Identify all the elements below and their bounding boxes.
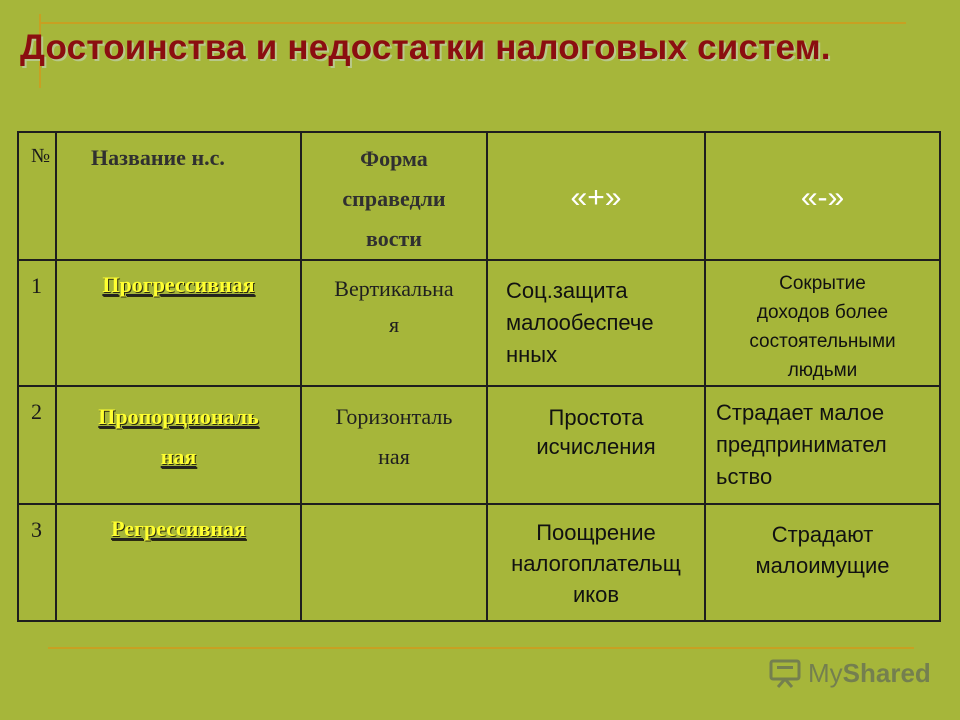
row-number: 2 [18,386,56,504]
disadvantage-line: Страдают [771,522,874,547]
disadvantage-cell [705,386,940,504]
tax-system-name-line: Пропорциональ [98,404,259,429]
header-form-line: справедли [342,186,446,211]
presentation-icon [768,656,802,690]
row-number: 3 [18,504,56,621]
header-number: № [18,132,56,260]
fairness-form-line: Горизонталь [335,404,453,429]
header-minus: «-» [705,132,940,260]
advantage-cell [487,386,705,504]
tax-system-name-line: Прогрессивная [102,272,255,297]
header-form [301,132,487,260]
bottom-decor-line [48,647,914,649]
disadvantage-line: состоятельными [749,331,896,352]
watermark-brand-bold: Shared [842,657,931,688]
tax-system-name-line: ная [160,444,197,469]
advantage-line: исчисления [536,434,656,459]
header-name: Название н.с. [56,132,301,260]
myshared-watermark [768,656,931,690]
disadvantage-line: предпринимател [716,432,887,457]
tax-system-name [56,504,301,621]
table-row [18,386,940,504]
slide-title: Достоинства и недостатки налоговых систем. [20,28,831,67]
advantage-line: налогоплательщ [511,551,681,576]
disadvantage-line: ьство [716,464,773,489]
advantage-line: Простота [548,405,644,430]
top-decor-line [40,22,906,24]
fairness-form [301,386,487,504]
watermark-brand-light: My [808,657,843,688]
disadvantage-line: Сокрытие [779,273,866,294]
advantage-line: нных [506,342,558,367]
fairness-form-line: ная [378,444,410,469]
disadvantage-cell [705,260,940,386]
advantage-cell [487,504,705,621]
advantage-cell [487,260,705,386]
fairness-form [301,260,487,386]
header-form-line: Форма [360,146,428,171]
fairness-form-line: Вертикальна [334,276,454,301]
fairness-form-empty [301,504,487,621]
watermark-text [808,658,931,689]
advantage-line: Поощрение [536,520,656,545]
disadvantage-line: малоимущие [755,553,890,578]
table-row [18,504,940,621]
advantage-line: Соц.защита [506,278,628,303]
header-plus: «+» [487,132,705,260]
tax-system-name [56,386,301,504]
header-form-line: вости [366,226,422,251]
row-number: 1 [18,260,56,386]
table-header-row [18,132,940,260]
advantage-line: иков [572,582,620,607]
disadvantage-cell [705,504,940,621]
fairness-form-line: я [388,312,400,337]
table-row [18,260,940,386]
disadvantage-line: людьми [787,360,858,381]
tax-system-name [56,260,301,386]
tax-systems-table [17,131,941,622]
tax-system-name-line: Регрессивная [111,516,246,541]
advantage-line: малообеспече [506,310,654,335]
disadvantage-line: доходов более [756,302,889,323]
disadvantage-line: Страдает малое [716,400,885,425]
